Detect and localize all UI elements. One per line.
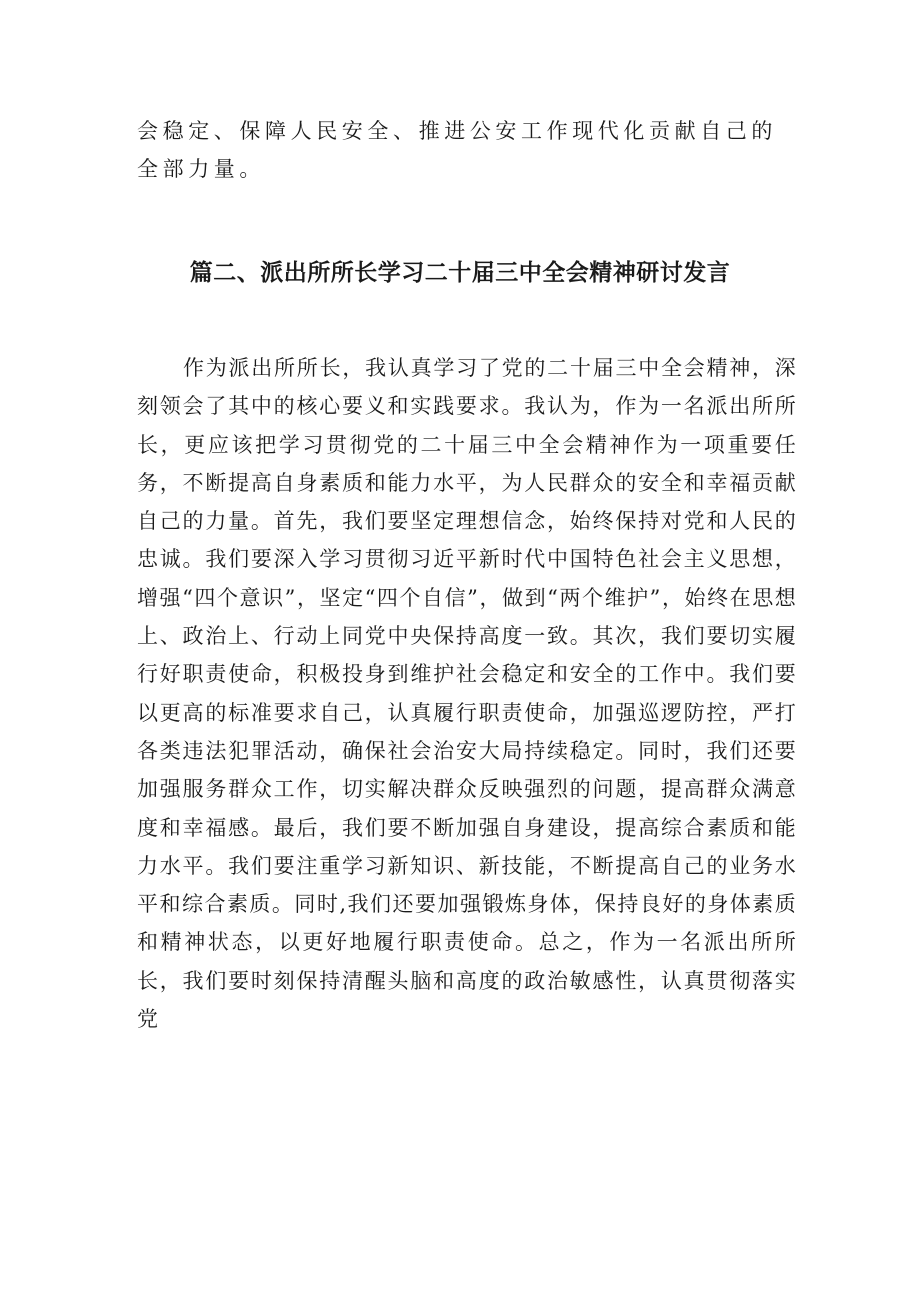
previous-paragraph-tail: 会稳定、保障人民安全、推进公安工作现代化贡献自己的全部力量。 xyxy=(137,119,777,181)
section-title: 篇二、派出所所长学习二十届三中全会精神研讨发言 xyxy=(189,260,731,286)
body-paragraph: 作为派出所所长，我认真学习了党的二十届三中全会精神，深刻领会了其中的核心要义和实践要求。我认为，作为一名派出所所长，更应该把学习贯彻党的二十届三中全会精神作为一项重要任务，不断提高自身素质和能力水平，为人民群众的安全和幸福贡献自己的力量。首先，我们要坚定理想信念，始终保持对党和人民的忠诚。我们要深入学习贯彻习近平新时代中国特色社会主义思想，增强“四个意识”，坚定“四个自信”，做到“两个维护”，始终在思想上、政治上、行动上同党中央保持高度一致。其次，我们要切实履行好职责使命，积极投身到维护社会稳定和安全的工作中。我们要以更高的标准要求自己，认真履行职责使命，加强巡逻防控，严打各类违法犯罪活动，确保社会治安大局持续稳定。同时，我们还要加强服务群众工作，切实解决群众反映强烈的问题，提高群众满意度和幸福感。最后，我们要不断加强自身建设，提高综合素质和能力水平。我们要注重学习新知识、新技能，不断提高自己的业务水平和综合素质。同时,我们还要加强锻炼身体，保持良好的身体素质和精神状态，以更好地履行职责使命。总之，作为一名派出所所长，我们要时刻保持清醒头脑和高度的政治敏感性，认真贯彻落实党 xyxy=(137,356,797,1032)
